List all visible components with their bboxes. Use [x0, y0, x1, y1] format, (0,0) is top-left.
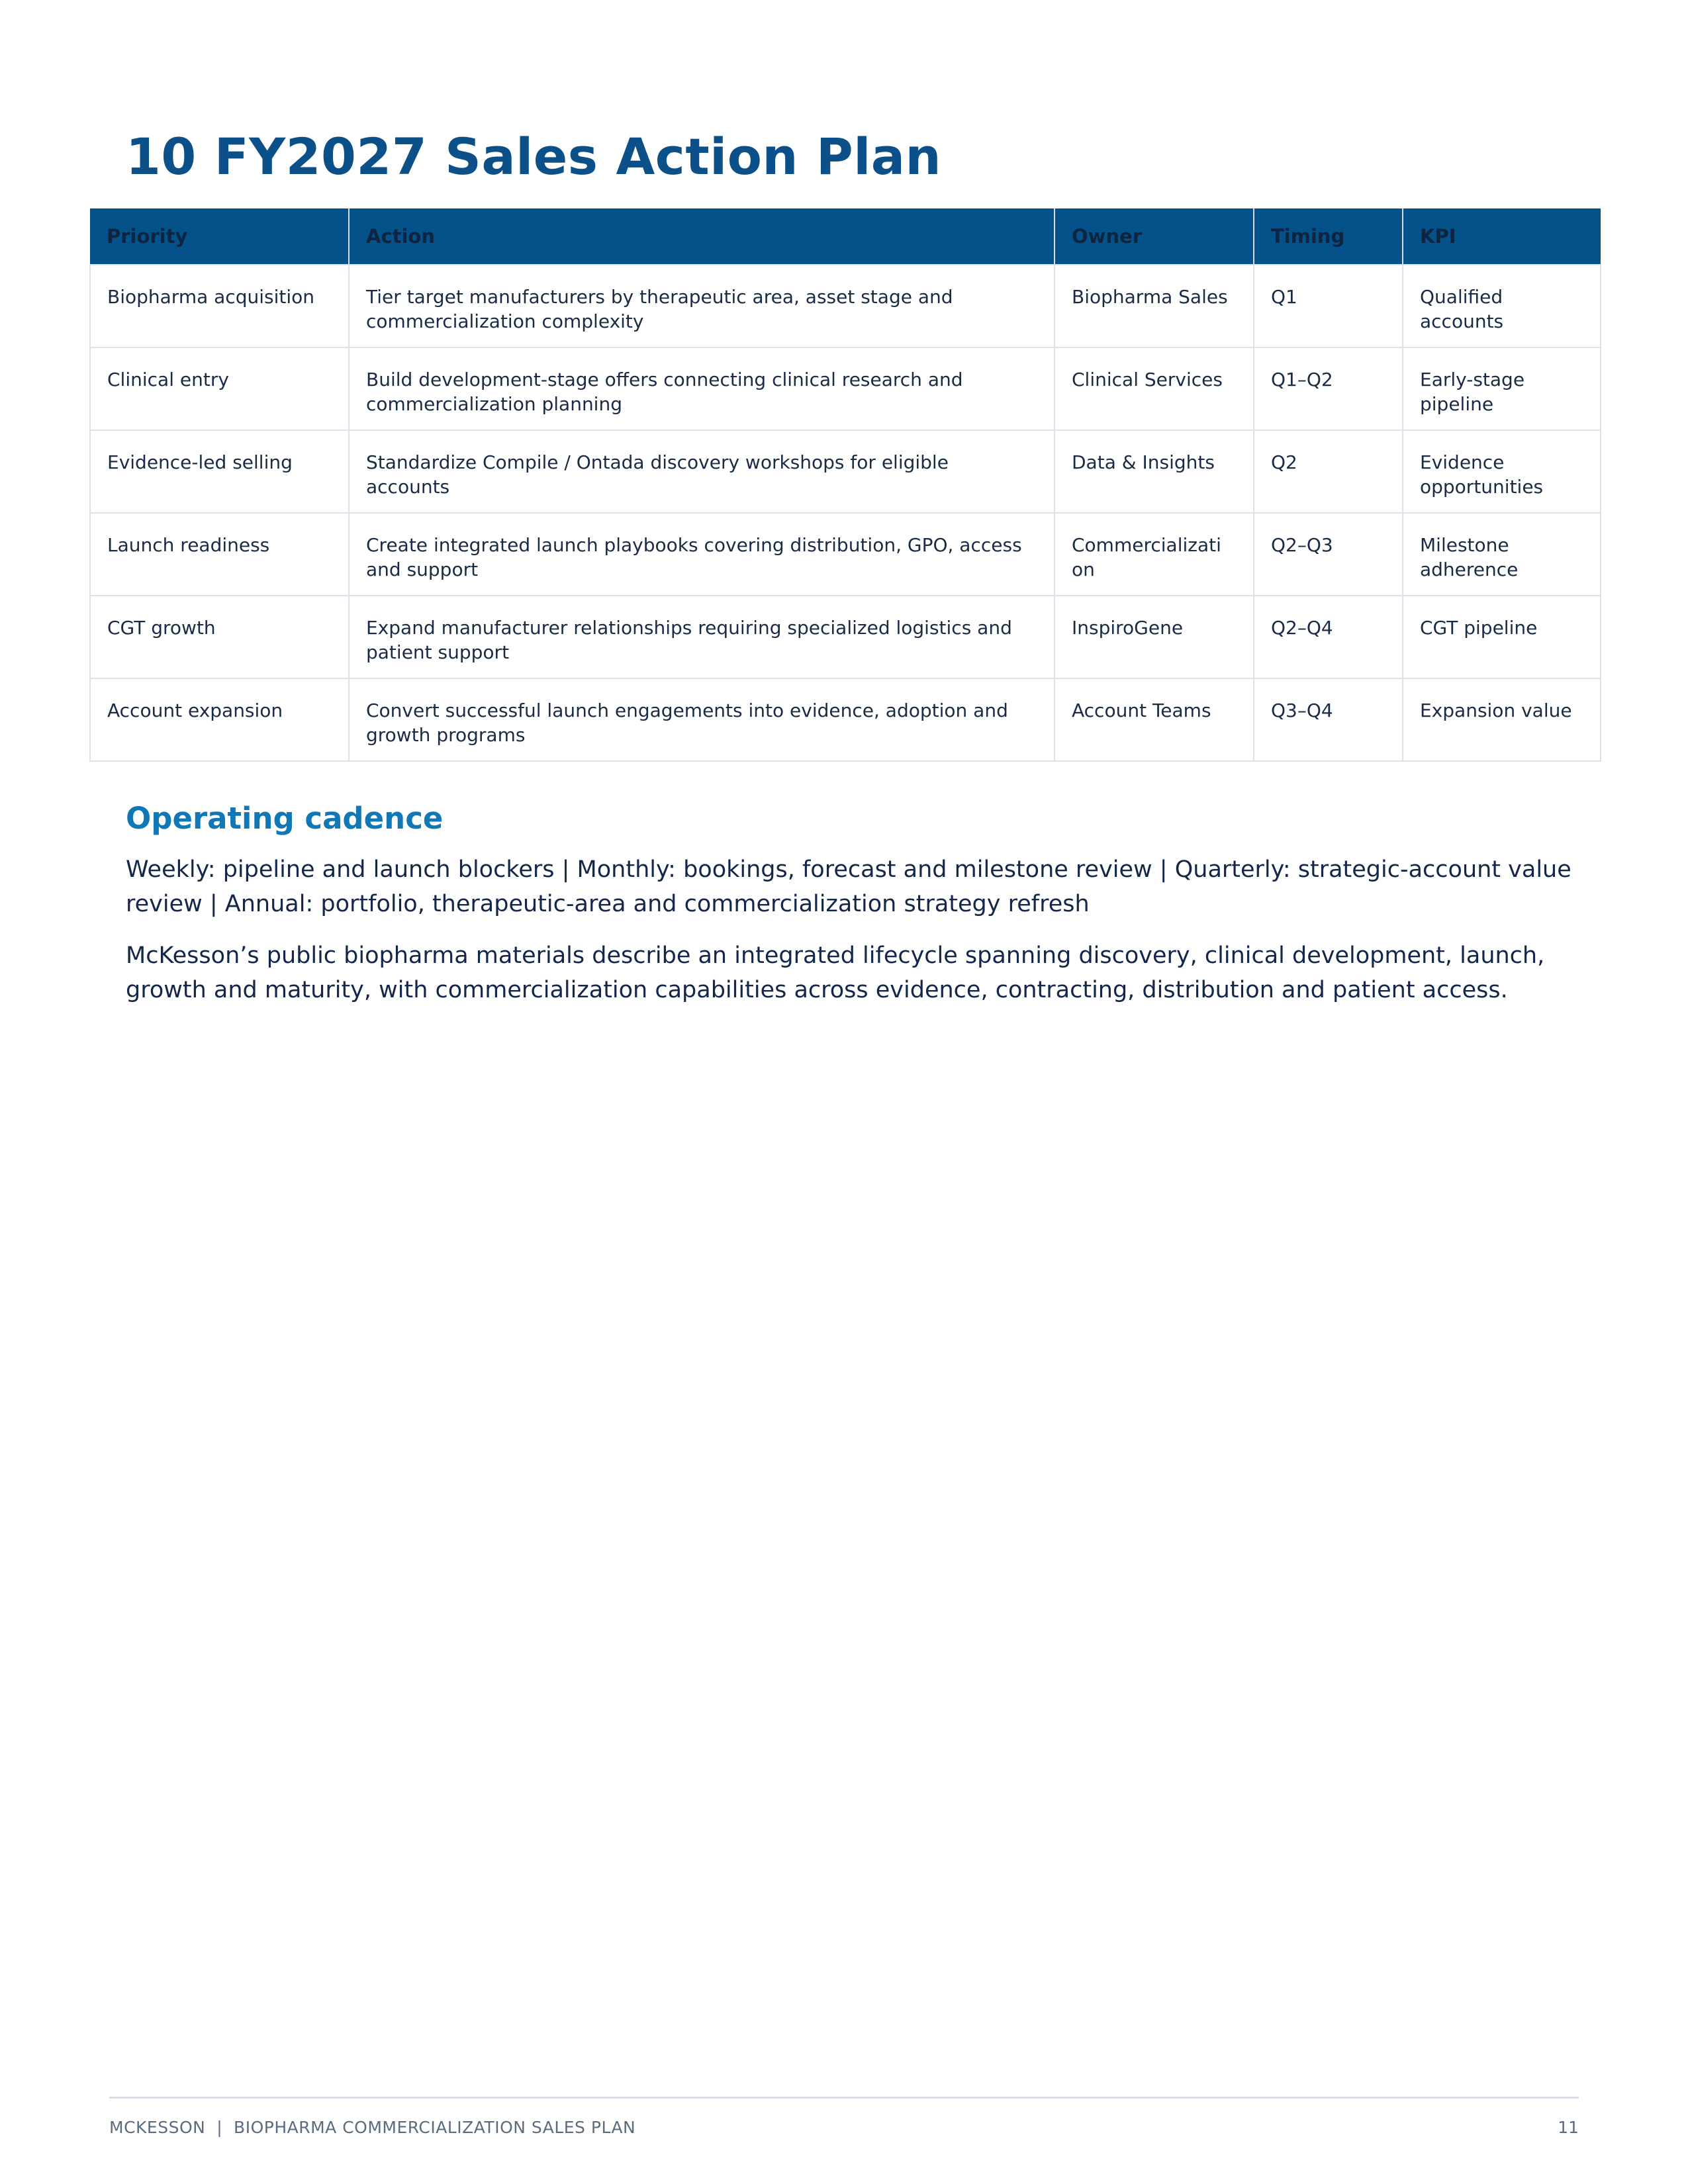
column-header-kpi: KPI [1403, 208, 1601, 265]
table-row [90, 265, 1601, 347]
cell-owner: Biopharma Sales [1055, 265, 1254, 347]
footer-divider [109, 2097, 1579, 2099]
cell-priority: Account expansion [90, 678, 349, 761]
cell-owner: Clinical Services [1055, 347, 1254, 430]
cell-action: Tier target manufacturers by therapeutic area, asset stage and commercialization complexity [349, 265, 1055, 347]
cell-timing: Q2–Q3 [1254, 513, 1403, 596]
column-header-timing: Timing [1254, 208, 1403, 265]
cell-kpi: Milestone adherence [1403, 513, 1601, 596]
table-row [90, 678, 1601, 761]
cell-priority: Clinical entry [90, 347, 349, 430]
cell-kpi: CGT pipeline [1403, 596, 1601, 678]
cell-action: Build development-stage offers connecting clinical research and commercialization planning [349, 347, 1055, 430]
cell-kpi: Evidence opportunities [1403, 430, 1601, 513]
table-row [90, 347, 1601, 430]
section-heading-operating-cadence: Operating cadence [126, 801, 444, 836]
cell-owner: Account Teams [1055, 678, 1254, 761]
table-row [90, 430, 1601, 513]
cell-priority: Biopharma acquisition [90, 265, 349, 347]
cell-owner: Data & Insights [1055, 430, 1254, 513]
action-plan-table [89, 208, 1601, 762]
cell-timing: Q2–Q4 [1254, 596, 1403, 678]
cell-action: Expand manufacturer relationships requiring specialized logistics and patient support [349, 596, 1055, 678]
table-row [90, 596, 1601, 678]
page-number: 11 [1558, 2118, 1579, 2137]
cell-priority: CGT growth [90, 596, 349, 678]
cell-kpi: Qualified accounts [1403, 265, 1601, 347]
cell-action: Standardize Compile / Ontada discovery workshops for eligible accounts [349, 430, 1055, 513]
table-row [90, 513, 1601, 596]
cell-timing: Q1–Q2 [1254, 347, 1403, 430]
column-header-priority: Priority [90, 208, 349, 265]
table-header-row [90, 208, 1601, 265]
column-header-owner: Owner [1055, 208, 1254, 265]
cell-kpi: Expansion value [1403, 678, 1601, 761]
footer-document-label: MCKESSON | BIOPHARMA COMMERCIALIZATION SALES PLAN [109, 2118, 636, 2137]
cell-timing: Q3–Q4 [1254, 678, 1403, 761]
page-title: 10 FY2027 Sales Action Plan [126, 127, 942, 186]
column-header-action: Action [349, 208, 1055, 265]
cell-owner: Commercializati on [1055, 513, 1254, 596]
cell-kpi: Early-stage pipeline [1403, 347, 1601, 430]
cell-timing: Q2 [1254, 430, 1403, 513]
cell-priority: Launch readiness [90, 513, 349, 596]
lifecycle-paragraph: McKesson’s public biopharma materials describe an integrated lifecycle spanning discovery, clinical development, launch, growth and maturity, with commercialization capabilities across evidence, contracting, distribution and patient access. [126, 942, 1545, 1003]
cell-action: Create integrated launch playbooks covering distribution, GPO, access and support [349, 513, 1055, 596]
cell-timing: Q1 [1254, 265, 1403, 347]
cadence-paragraph: Weekly: pipeline and launch blockers | Monthly: bookings, forecast and milestone review | Quarterly: strategic-account value review | Annual: portfolio, therapeutic-area and commercialization strategy refresh [126, 856, 1571, 917]
cell-action: Convert successful launch engagements into evidence, adoption and growth programs [349, 678, 1055, 761]
cell-owner: InspiroGene [1055, 596, 1254, 678]
cell-priority: Evidence-led selling [90, 430, 349, 513]
